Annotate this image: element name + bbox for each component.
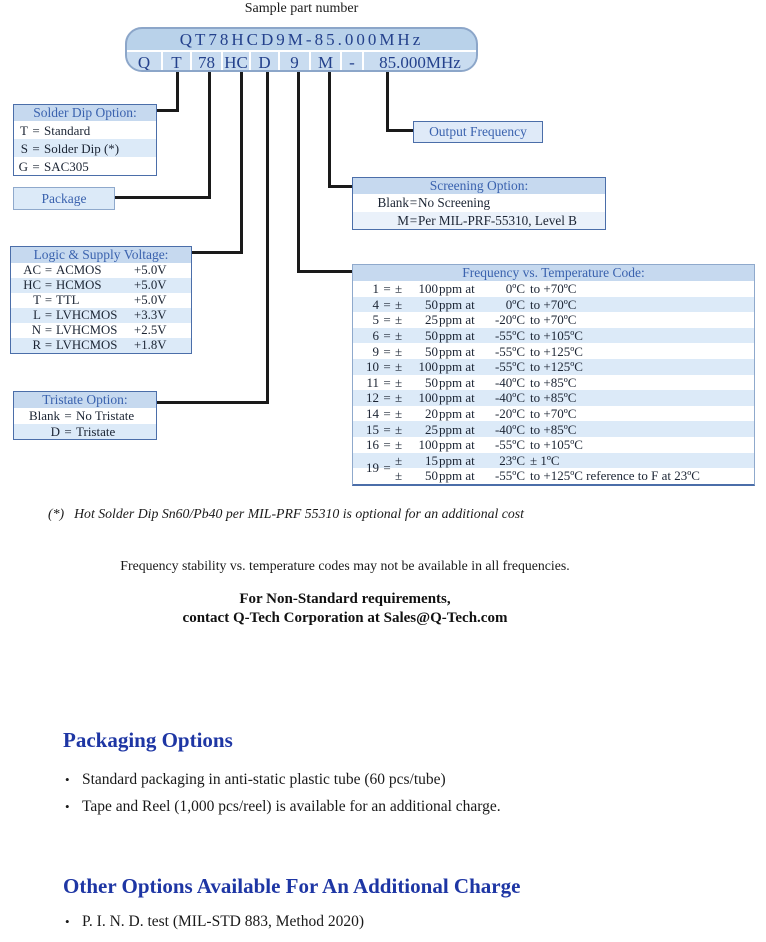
option-code: Blank bbox=[377, 195, 409, 211]
freq-temp-start: -20ºC bbox=[494, 312, 525, 328]
tristate-title: Tristate Option: bbox=[14, 392, 156, 408]
part-segment-cell: HC bbox=[221, 52, 249, 72]
other-options-heading: Other Options Available For An Additional Charge bbox=[63, 874, 521, 898]
freq-temp-start: -40ºC bbox=[494, 421, 525, 437]
option-code: T bbox=[20, 122, 28, 138]
freq-ppm: 50 bbox=[425, 374, 438, 390]
bullet-dot: • bbox=[65, 772, 70, 787]
freq-temp-end: to +125ºC bbox=[530, 343, 583, 359]
ppm-at-label: ppm at bbox=[439, 359, 475, 375]
option-value: No Tristate bbox=[76, 408, 135, 424]
option-code: S bbox=[20, 140, 28, 156]
plusminus-sign: ± bbox=[395, 406, 403, 422]
availability-note: Frequency stability vs. temperature codes may not be available in all frequencies. bbox=[120, 558, 570, 573]
freq-temp-end: to +125ºC reference to F at 23ºC bbox=[530, 468, 700, 484]
equals-sign: = bbox=[44, 293, 53, 308]
freq-ppm: 50 bbox=[425, 328, 438, 344]
equals-sign: = bbox=[44, 323, 53, 338]
bullet-dot: • bbox=[65, 799, 70, 814]
equals-sign: = bbox=[44, 308, 53, 323]
other-bullet-list bbox=[65, 908, 364, 935]
freq-code: 14 bbox=[366, 406, 379, 422]
freq-row bbox=[353, 421, 754, 437]
screening-box bbox=[352, 177, 606, 230]
logic-voltage: +2.5V bbox=[134, 323, 167, 338]
footnote bbox=[48, 506, 524, 522]
freq-temp-start: -40ºC bbox=[494, 374, 525, 390]
bullet-dot: • bbox=[65, 914, 70, 929]
part-segment-cell: Q bbox=[127, 52, 161, 72]
connector-line-solder-h bbox=[156, 109, 179, 112]
connector-line-tristate-v bbox=[266, 72, 269, 404]
part-segment-cell: T bbox=[161, 52, 190, 72]
freq-temp-table bbox=[352, 264, 755, 486]
logic-voltage-title: Logic & Supply Voltage: bbox=[11, 247, 191, 263]
freq-temp-start: -55ºC bbox=[494, 359, 525, 375]
equals-sign: = bbox=[383, 406, 391, 422]
plusminus-sign: ± bbox=[395, 421, 403, 437]
freq-temp-start: -40ºC bbox=[494, 390, 525, 406]
equals-sign: = bbox=[383, 374, 391, 390]
bullet-text: Standard packaging in anti-static plastic tube (60 pcs/tube) bbox=[82, 771, 446, 788]
option-code: L bbox=[33, 308, 41, 323]
connector-line-outputfreq-v bbox=[386, 72, 389, 132]
part-segment-cell: 9 bbox=[278, 52, 309, 72]
freq-temp-start: -55ºC bbox=[494, 328, 525, 344]
logic-name: LVHCMOS bbox=[56, 323, 118, 338]
nonstandard-line1: For Non-Standard requirements, bbox=[239, 591, 451, 607]
freq-row bbox=[353, 343, 754, 359]
freq-row bbox=[353, 390, 754, 406]
logic-row bbox=[11, 338, 191, 353]
solder-dip-title: Solder Dip Option: bbox=[14, 105, 156, 121]
ppm-at-label: ppm at bbox=[439, 281, 475, 297]
connector-line-screening-v bbox=[328, 72, 331, 188]
freq-row bbox=[353, 437, 754, 453]
option-code: T bbox=[33, 293, 41, 308]
option-value: Standard bbox=[44, 122, 91, 138]
freq-ppm: 20 bbox=[425, 406, 438, 422]
freq-row bbox=[353, 297, 754, 313]
freq-temp-end: to +85ºC bbox=[530, 390, 577, 406]
freq-row bbox=[353, 328, 754, 344]
footnote-text: Hot Solder Dip Sn60/Pb40 per MIL-PRF 55310 is optional for an additional cost bbox=[74, 506, 525, 521]
connector-line-logic-v bbox=[240, 72, 243, 254]
ppm-at-label: ppm at bbox=[439, 421, 475, 437]
freq-temp-start: -55ºC bbox=[494, 437, 525, 453]
footnote-marker: (*) bbox=[48, 506, 65, 521]
option-code: Blank bbox=[28, 408, 60, 424]
option-value: Per MIL-PRF-55310, Level B bbox=[418, 212, 577, 228]
logic-name: ACMOS bbox=[56, 263, 102, 278]
equals-sign: = bbox=[383, 390, 391, 406]
option-value: Tristate bbox=[76, 423, 116, 439]
freq-temp-end: to +85ºC bbox=[530, 374, 577, 390]
bullet-item bbox=[65, 766, 501, 793]
freq-row bbox=[353, 375, 754, 391]
logic-row bbox=[11, 308, 191, 323]
equals-sign: = bbox=[383, 281, 391, 297]
plusminus-sign: ± bbox=[395, 312, 403, 328]
logic-voltage: +3.3V bbox=[134, 308, 167, 323]
plusminus-sign: ± bbox=[395, 281, 403, 297]
option-value: No Screening bbox=[418, 195, 491, 211]
screening-row bbox=[353, 194, 605, 212]
connector-line-solder-v bbox=[176, 72, 179, 112]
freq-ppm: 100 bbox=[418, 281, 438, 297]
plusminus-sign: ± bbox=[395, 390, 403, 406]
freq-temp-start: 0ºC bbox=[505, 281, 525, 297]
option-code: M bbox=[397, 212, 409, 228]
nonstandard-note bbox=[0, 590, 690, 628]
freq-code: 9 bbox=[372, 343, 379, 359]
part-number-box bbox=[125, 27, 478, 72]
packaging-options-heading: Packaging Options bbox=[63, 728, 233, 752]
freq-code: 12 bbox=[366, 390, 379, 406]
equals-sign: = bbox=[383, 437, 391, 453]
nonstandard-line2: contact Q-Tech Corporation at Sales@Q-Tech.com bbox=[182, 610, 508, 626]
freq-temp-start: 0ºC bbox=[505, 296, 525, 312]
freq-temp-end: to +85ºC bbox=[530, 421, 577, 437]
equals-sign: = bbox=[44, 338, 53, 353]
plusminus-sign: ± bbox=[395, 296, 403, 312]
option-code: G bbox=[18, 158, 28, 174]
freq-ppm: 50 bbox=[425, 343, 438, 359]
equals-sign: = bbox=[64, 423, 72, 439]
part-number-segments bbox=[127, 52, 476, 72]
connector-line-freqcode-v bbox=[297, 72, 300, 273]
logic-name: TTL bbox=[56, 293, 80, 308]
bullet-item bbox=[65, 908, 364, 935]
solder-row bbox=[14, 121, 156, 139]
freq-temp-start: 23ºC bbox=[499, 452, 525, 468]
solder-row bbox=[14, 139, 156, 157]
equals-sign: = bbox=[44, 278, 53, 293]
logic-row bbox=[11, 323, 191, 338]
package-box bbox=[13, 187, 115, 210]
equals-sign: = bbox=[383, 359, 391, 375]
freq-row-19-line1 bbox=[353, 453, 754, 469]
freq-temp-start: -55ºC bbox=[494, 343, 525, 359]
equals-sign: = bbox=[44, 263, 53, 278]
plusminus-sign: ± bbox=[395, 343, 403, 359]
output-frequency-box bbox=[413, 121, 543, 143]
option-code: AC bbox=[23, 263, 41, 278]
ppm-at-label: ppm at bbox=[439, 468, 475, 484]
equals-sign: = bbox=[383, 460, 391, 476]
freq-temp-title: Frequency vs. Temperature Code: bbox=[353, 265, 754, 281]
plusminus-sign: ± bbox=[395, 468, 403, 484]
ppm-at-label: ppm at bbox=[439, 437, 475, 453]
freq-temp-end: to +125ºC bbox=[530, 359, 583, 375]
option-value: Solder Dip (*) bbox=[44, 140, 120, 156]
ppm-at-label: ppm at bbox=[439, 328, 475, 344]
freq-ppm: 100 bbox=[418, 437, 438, 453]
option-code: HC bbox=[23, 278, 41, 293]
connector-line-package-v bbox=[208, 72, 211, 199]
freq-temp-end: to +105ºC bbox=[530, 328, 583, 344]
ppm-at-label: ppm at bbox=[439, 312, 475, 328]
equals-sign: = bbox=[383, 328, 391, 344]
freq-temp-end: to +70ºC bbox=[530, 281, 577, 297]
tristate-row bbox=[14, 424, 156, 440]
connector-line-freqcode-h bbox=[297, 270, 353, 273]
plusminus-sign: ± bbox=[395, 437, 403, 453]
ppm-at-label: ppm at bbox=[439, 296, 475, 312]
freq-temp-end: to +70ºC bbox=[530, 312, 577, 328]
equals-sign: = bbox=[383, 296, 391, 312]
part-segment-cell: 85.000MHz bbox=[362, 52, 476, 72]
freq-temp-start: -20ºC bbox=[494, 406, 525, 422]
part-segment-cell: - bbox=[340, 52, 362, 72]
connector-line-tristate-h bbox=[156, 401, 269, 404]
plusminus-sign: ± bbox=[395, 374, 403, 390]
logic-voltage: +5.0V bbox=[134, 278, 167, 293]
freq-code: 10 bbox=[366, 359, 379, 375]
freq-temp-end: to +105ºC bbox=[530, 437, 583, 453]
freq-ppm: 100 bbox=[418, 359, 438, 375]
freq-ppm: 15 bbox=[425, 452, 438, 468]
freq-code: 11 bbox=[366, 374, 379, 390]
freq-row bbox=[353, 281, 754, 297]
logic-voltage: +5.0V bbox=[134, 263, 167, 278]
package-label: Package bbox=[41, 190, 87, 206]
logic-voltage: +1.8V bbox=[134, 338, 167, 353]
ppm-at-label: ppm at bbox=[439, 390, 475, 406]
freq-row bbox=[353, 312, 754, 328]
equals-sign: = bbox=[64, 408, 72, 424]
equals-sign: = bbox=[383, 421, 391, 437]
ppm-at-label: ppm at bbox=[439, 343, 475, 359]
freq-temp-start: -55ºC bbox=[494, 468, 525, 484]
logic-name: LVHCMOS bbox=[56, 338, 118, 353]
freq-code: 16 bbox=[366, 437, 379, 453]
connector-line-logic-h bbox=[191, 251, 243, 254]
part-segment-cell: D bbox=[249, 52, 278, 72]
freq-row bbox=[353, 406, 754, 422]
equals-sign: = bbox=[383, 343, 391, 359]
part-number-full: QT78HCD9M-85.000MHz bbox=[127, 29, 476, 52]
freq-row bbox=[353, 359, 754, 375]
freq-temp-end: to +70ºC bbox=[530, 296, 577, 312]
freq-code: 1 bbox=[372, 281, 379, 297]
sample-part-label: Sample part number bbox=[244, 1, 359, 16]
plusminus-sign: ± bbox=[395, 452, 403, 468]
tristate-box bbox=[13, 391, 157, 440]
screening-row bbox=[353, 212, 605, 230]
equals-sign: = bbox=[383, 312, 391, 328]
logic-voltage: +5.0V bbox=[134, 293, 167, 308]
connector-line-outputfreq-h bbox=[386, 129, 414, 132]
plusminus-sign: ± bbox=[395, 328, 403, 344]
equals-sign: = bbox=[409, 212, 418, 228]
option-code: D bbox=[50, 423, 60, 439]
freq-code: 5 bbox=[372, 312, 379, 328]
freq-ppm: 50 bbox=[425, 468, 438, 484]
logic-row bbox=[11, 263, 191, 278]
bullet-text: Tape and Reel (1,000 pcs/reel) is available for an additional charge. bbox=[82, 798, 501, 815]
freq-temp-end: to +70ºC bbox=[530, 406, 577, 422]
freq-code: 15 bbox=[366, 421, 379, 437]
freq-row-19-line2 bbox=[353, 468, 754, 484]
logic-row bbox=[11, 293, 191, 308]
connector-line-package-h bbox=[114, 196, 211, 199]
logic-voltage-box bbox=[10, 246, 192, 354]
solder-row bbox=[14, 157, 156, 175]
equals-sign: = bbox=[32, 158, 40, 174]
logic-row bbox=[11, 278, 191, 293]
freq-temp-end: ± 1ºC bbox=[530, 452, 560, 468]
plusminus-sign: ± bbox=[395, 359, 403, 375]
freq-ppm: 100 bbox=[418, 390, 438, 406]
option-value: SAC305 bbox=[44, 158, 89, 174]
ppm-at-label: ppm at bbox=[439, 452, 475, 468]
connector-line-screening-h bbox=[328, 185, 354, 188]
freq-code: 4 bbox=[372, 296, 379, 312]
equals-sign: = bbox=[409, 195, 418, 211]
freq-ppm: 25 bbox=[425, 312, 438, 328]
output-frequency-label: Output Frequency bbox=[429, 124, 527, 139]
freq-row-19 bbox=[353, 453, 754, 484]
screening-title: Screening Option: bbox=[353, 178, 605, 194]
part-segment-cell: 78 bbox=[190, 52, 221, 72]
ppm-at-label: ppm at bbox=[439, 406, 475, 422]
logic-name: LVHCMOS bbox=[56, 308, 118, 323]
part-segment-cell: M bbox=[309, 52, 340, 72]
bullet-text: P. I. N. D. test (MIL-STD 883, Method 2020) bbox=[82, 913, 364, 930]
equals-sign: = bbox=[32, 122, 40, 138]
freq-row-19-code bbox=[353, 453, 395, 484]
option-code: R bbox=[32, 338, 41, 353]
ppm-at-label: ppm at bbox=[439, 374, 475, 390]
option-code: N bbox=[31, 323, 41, 338]
packaging-bullet-list bbox=[65, 766, 501, 820]
bullet-item bbox=[65, 793, 501, 820]
freq-code: 6 bbox=[372, 328, 379, 344]
equals-sign: = bbox=[32, 140, 40, 156]
freq-ppm: 25 bbox=[425, 421, 438, 437]
tristate-row bbox=[14, 408, 156, 424]
logic-name: HCMOS bbox=[56, 278, 102, 293]
solder-dip-box bbox=[13, 104, 157, 176]
freq-code: 19 bbox=[366, 460, 379, 476]
freq-ppm: 50 bbox=[425, 296, 438, 312]
